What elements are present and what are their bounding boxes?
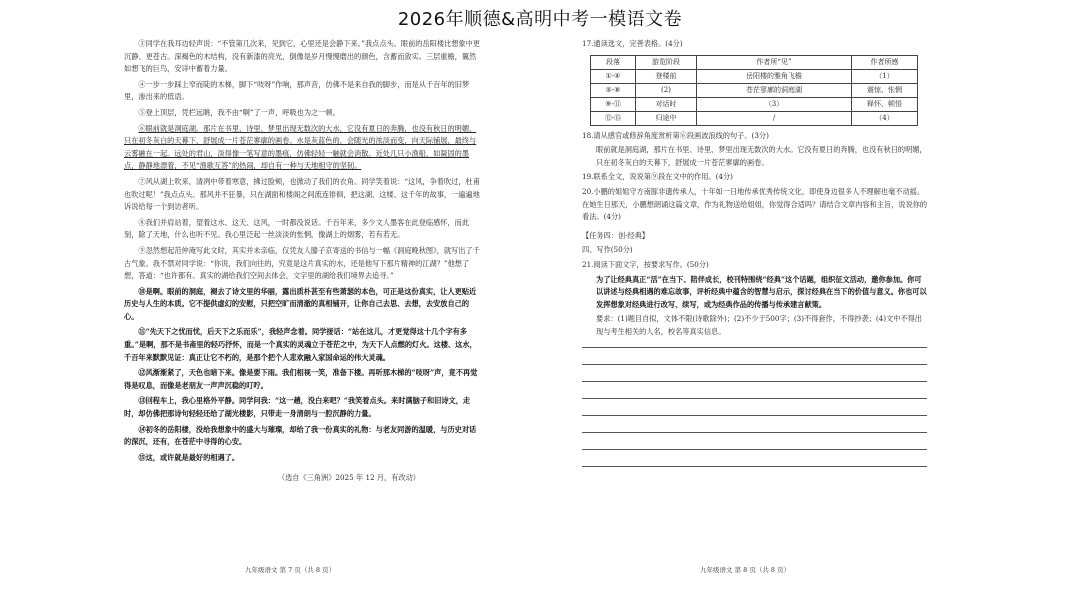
table-row xyxy=(591,97,918,111)
question-18-quote: 眼前就是洞庭湖，那片在书里、诗里、梦里出现无数次的大水。它没有夏日的奔腾，也没有秋日的明媚，只在初冬灰白的天幕下，舒展成一片苍茫寥廓的画卷。 xyxy=(596,145,927,167)
question-18: 18.请从感官或修辞角度赏析第⑥段画波浪线的句子。(3分) xyxy=(582,130,769,140)
article-paragraph: ⑫风渐渐紧了，天色也暗下来。像是要下雨。我们相视一笑，准备下楼。再听那木梯的“吱呀”声，竟不再觉得是叹息，而像是老朋友一声声沉稳的叮咛。 xyxy=(124,368,478,390)
article-paragraph: ⑥眼前就是洞庭湖。那片在书里、诗里、梦里出现无数次的大水，它没有夏日的奔腾，也没有秋日的明媚，只在初冬灰白的天幕下，舒展成一片苍茫寥廓的画卷。水是灰蓝色的，会随光的浓淡而变，向天际铺展，最终与云雾融在一起。远处的君山，淡得像一笔写意的墨痕，仿佛轻轻一触就会消散。近处几只小渔船，如凝固的墨点，静静地漂着，不见“渔歌互答”的热闹，却自有一种与天地相守的坚韧。 xyxy=(124,123,477,171)
article-paragraph: ⑪“先天下之忧而忧，后天下之乐而乐”，我轻声念着。同学接话：“站在这儿，才更觉得这十几个字有多重。”是啊，那不是书斋里的轻巧抒怀，而是一个真实的灵魂立于苍茫之中，为天下人点燃的灯火。这楼、这水，千百年来默默见证：真正让它不朽的，是那个把个人悲欢融入家国命运的伟大灵魂。 xyxy=(124,327,477,362)
answer-line[interactable] xyxy=(582,348,927,365)
article-paragraph: ⑬回程车上，我心里格外平静。同学问我：“这一趟，没白来吧？”我笑着点头。来时满脑子和旧诗文，走时，却仿佛把那诗句轻轻还给了湖光楼影，只带走一身清朗与一腔沉静的力量。 xyxy=(124,396,471,419)
writing-requirements: 要求：(1)题目自拟，文体不限(诗歌除外)；(2)不少于500字；(3)不得套作，不得抄袭；(4)文中不得出现与考生相关的人名，校名等真实信息。 xyxy=(596,314,922,336)
article-paragraph: ⑩是啊。眼前的洞庭，褪去了诗文里的华丽，露出质朴甚至有些萧瑟的本色，可正是这份真实，让人更贴近历史与人生的本质。它不提供虚幻的安慰，只把空旷而清澈的真相铺开，让你自己去思、去想，去安放自己的心。 xyxy=(124,286,477,321)
article-paragraph: ⑦风从湖上吹来，清冽中带着寒意，拂过脸颊，也掀动了我们的衣角。同学笑着说：“这风，争着吹过，杜甫也吹过呢！”我点点头。那风并不狂暴，只在湖面和楼阁之间流连徘徊，把这湖、这楼、这千年的故事，一遍遍地诉说给每一个到访者听。 xyxy=(124,176,480,212)
left-page-footer: 九年级语文 第 7 页（共 8 页） xyxy=(245,566,336,574)
table-cell: (2) xyxy=(636,83,697,97)
question-17: 17.通读选文，完善表格。(4分) xyxy=(582,39,683,48)
question-21: 21.阅读下面文字，按要求写作。(50分) xyxy=(582,259,709,269)
table-row xyxy=(591,69,918,83)
left-paragraphs xyxy=(124,38,480,464)
table-cell: （3） xyxy=(697,97,852,111)
table-cell: ⑫-⑮ xyxy=(591,111,636,125)
question-17-table xyxy=(590,55,918,126)
table-cell: ⑨-⑪ xyxy=(591,97,636,111)
table-header-cell: 作者所“见” xyxy=(697,55,852,69)
table-cell: 对话时 xyxy=(636,97,697,111)
article-paragraph: ⑮这，或许就是最好的相遇了。 xyxy=(138,452,240,462)
article-paragraph: ⑧我们并肩站着，望着这水、这天、这风，一时都没说话。千百年来，多少文人墨客在此登临感怀，而此刻，除了天地，什么也听不见。我心里泛起一丝淡淡的怅惘，像湖上的烟雾，若有若无。 xyxy=(124,217,470,240)
table-cell: ⑤-⑧ xyxy=(591,83,636,97)
answer-line[interactable] xyxy=(582,450,927,467)
article-paragraph: ⑭初冬的岳阳楼，没给我想象中的盛大与璀璨，却给了我一份真实的礼物：与老友同游的温暖，与历史对话的深沉，还有，在苍茫中寻得的心安。 xyxy=(124,424,477,447)
answer-line[interactable] xyxy=(582,365,927,382)
table-row xyxy=(591,83,918,97)
table-header-row xyxy=(591,55,918,69)
table-cell: 登楼前 xyxy=(636,69,697,83)
table-cell: 释怀、顿悟 xyxy=(852,97,918,111)
answer-line[interactable] xyxy=(582,399,927,416)
answer-line[interactable] xyxy=(582,382,927,399)
question-19: 19.联系全文，说说第⑨段在文中的作用。(4分) xyxy=(582,172,733,182)
table-header-cell: 游览阶段 xyxy=(636,55,697,69)
right-page xyxy=(582,38,927,467)
answer-lines xyxy=(582,347,927,467)
table-header-cell: 段落 xyxy=(591,55,636,69)
table-cell: 苍茫寥廓的洞庭湖 xyxy=(697,83,852,97)
right-page-footer: 九年级语文 第 8 页（共 8 页） xyxy=(700,566,791,574)
table-cell: 岳阳楼的雅角飞檐 xyxy=(697,69,852,83)
page-title: 2026年顺德&高明中考一模语文卷 xyxy=(397,9,683,30)
answer-line[interactable] xyxy=(582,416,927,433)
source-note: （选自《三角洲》2025 年 12 月，有改动） xyxy=(277,473,420,483)
table-cell: / xyxy=(697,111,852,125)
table-header-cell: 作者所感 xyxy=(852,55,918,69)
table-cell: ①-④ xyxy=(591,69,636,83)
table-cell: 归途中 xyxy=(636,111,697,125)
table-row xyxy=(591,111,918,125)
article-paragraph: ④一步一步踩上窄而陡的木梯，脚下“吱呀”作响，那声音，仿佛不是来自我的脚步，而是从千百年的旧梦里，渗出来的低语。 xyxy=(124,79,470,102)
article-paragraph: ③同学在我耳边轻声说：“不管第几次来，见到它，心里还是会静下来。”我点点头。眼前的岳阳楼比想象中更沉静、更苍古。深褐色的木结构，没有新漆的亮光，倒像是岁月慢慢磨出的颜色，含蓄而敛实。三层重檐，翼然如想飞的巨鸟，安详中蓄着力量。 xyxy=(124,39,480,74)
left-page xyxy=(124,38,480,485)
article-paragraph: ⑨忽然想起范仲淹写此文时，其实并未亲临，仅凭友人滕子京寄送的书信与一幅《洞庭晚秋图》，就写出了千古气象。我不禁对同学说：“你说，我们向往的，究竟是这片真实的水，还是他写下那片精神的江湖？”他想了想，答道：“也许都有。真实的湖给我们空间去体会，文字里的湖给我们境界去追寻。” xyxy=(124,245,480,281)
question-20: 20.小鹏的姐姐守方南豚非遗传承人，十年如一日地传承优秀传统文化，即使身边很多人不理解也毫不动摇。在她生日那天，小鹏想朗诵这篇文章，作为礼物送给姐姐，你觉得合适吗？请结合文章内容和主旨，说说你的看法。(4分) xyxy=(582,186,928,222)
table-cell: 震惊、怅惘 xyxy=(852,83,918,97)
table-cell: （1） xyxy=(852,69,918,83)
task-four-heading: 【任务四：创·经典】 xyxy=(582,230,649,240)
article-paragraph: ⑤登上顶层，凭栏远眺，我不由“啊”了一声，呼吸也为之一顿。 xyxy=(138,107,340,117)
writing-prompt: 为了让经典真正“活”在当下、陪伴成长，校刊特围绕“经典”这个话题，组织征文活动，邀你参加。你可以讲述与经典相遇的难忘故事，评析经典中蕴含的智慧与启示，探讨经典在当下的价值与意义。你也可以发挥想象对经典进行改写、续写，或为经典作品的传播与传承建言献策。 xyxy=(596,274,927,309)
writing-section-heading: 四、写作(50分) xyxy=(582,245,633,255)
table-cell: （4） xyxy=(852,111,918,125)
answer-line[interactable] xyxy=(582,433,927,450)
